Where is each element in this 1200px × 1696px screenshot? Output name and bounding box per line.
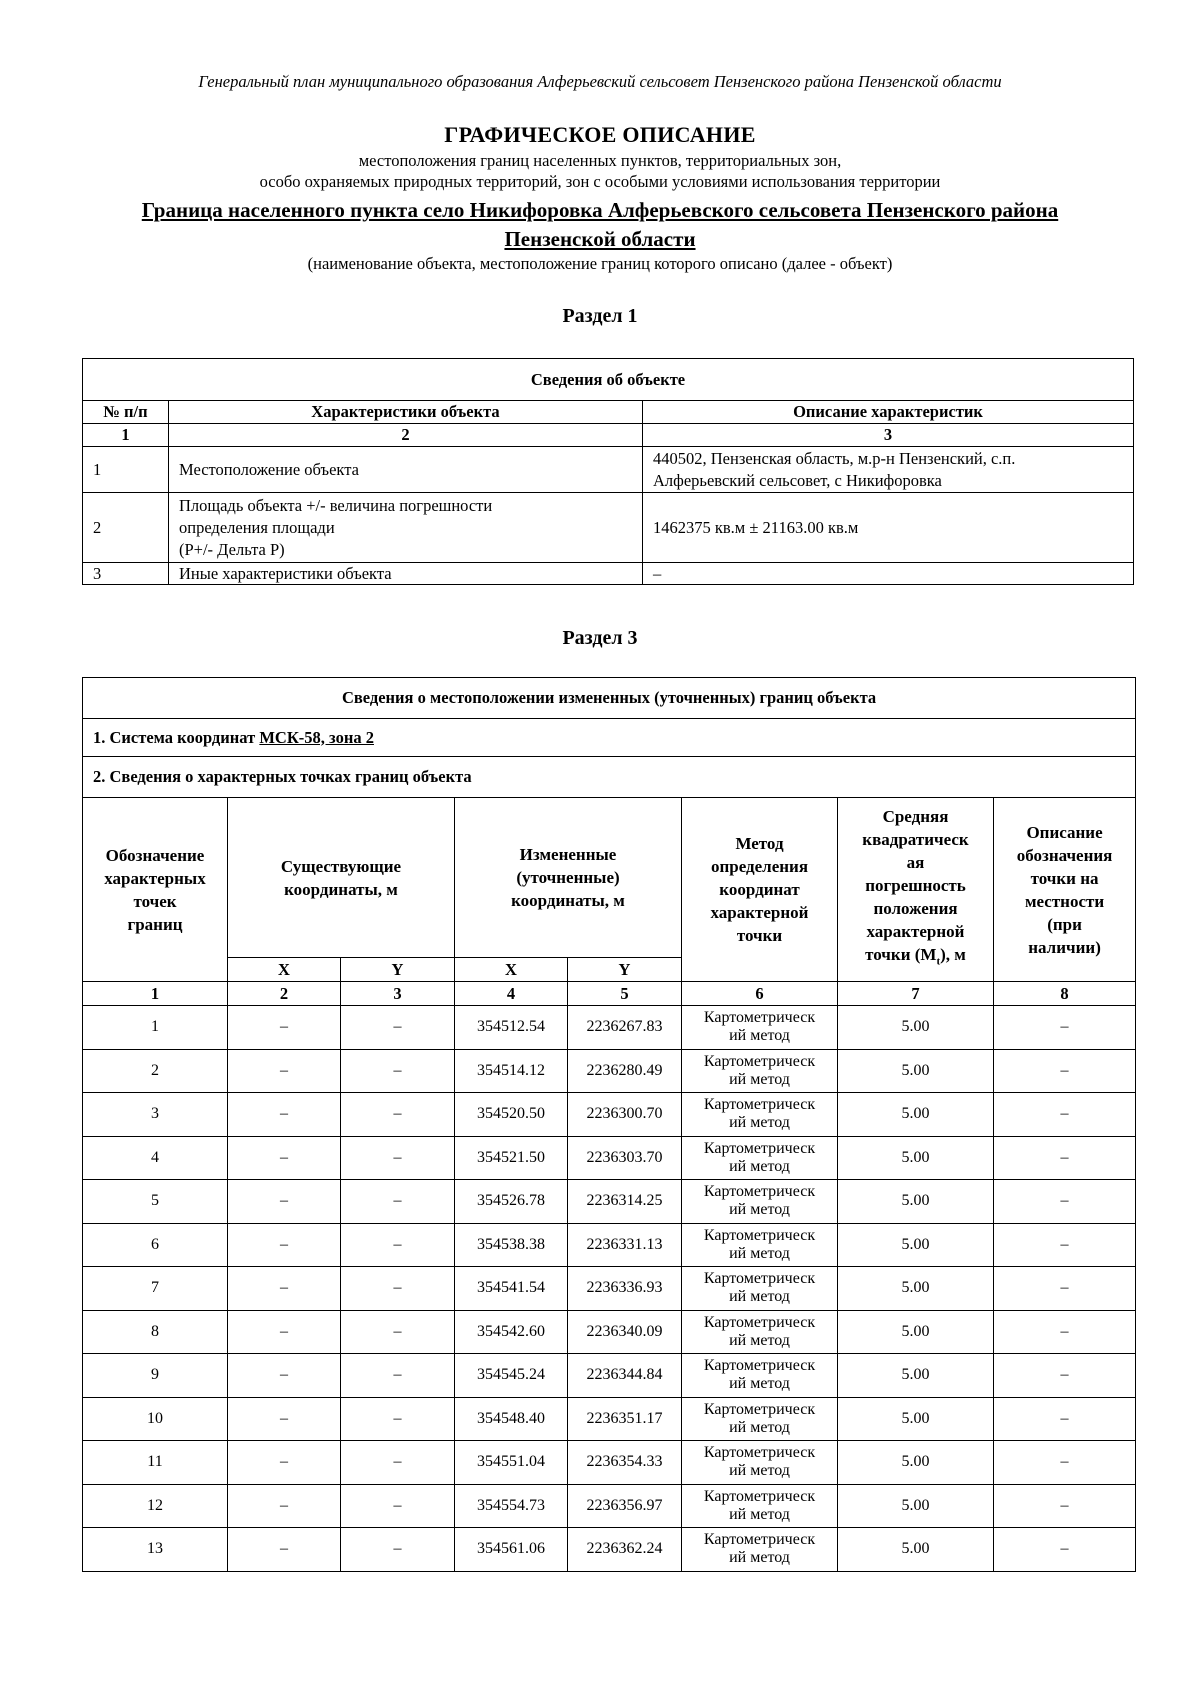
changed-x-cell: 354521.50 — [455, 1136, 568, 1180]
method-line: ий метод — [729, 1549, 790, 1567]
object-name-hint: (наименование объекта, местоположение границ которого описано (далее - объект) — [307, 254, 893, 273]
existing-y-cell: – — [341, 1093, 455, 1137]
changed-y-cell: 2236331.13 — [568, 1223, 682, 1267]
mean-error-cell: 5.00 — [838, 1093, 994, 1137]
col-header-existing-coords — [228, 798, 455, 958]
table-row — [83, 563, 1134, 585]
running-header: Генеральный план муниципального образования Алферьевский сельсовет Пензенского района Пензенской области — [198, 72, 1002, 91]
header-line: характерной — [710, 903, 809, 922]
existing-x-cell: – — [228, 1267, 341, 1311]
existing-x-cell: – — [228, 1136, 341, 1180]
col-header-error — [838, 798, 994, 982]
point-id-cell: 8 — [83, 1310, 228, 1354]
table-row — [83, 1397, 1136, 1441]
existing-x-cell: – — [228, 1093, 341, 1137]
method-line: Картометрическ — [703, 1531, 816, 1549]
col-header-existing-y: Y — [341, 958, 455, 982]
col-header-changed-coords — [455, 798, 682, 958]
changed-y-cell: 2236300.70 — [568, 1093, 682, 1137]
existing-x-cell: – — [228, 1049, 341, 1093]
mean-error-cell: 5.00 — [838, 1484, 994, 1528]
object-name: Граница населенного пункта село Никифоровка Алферьевского сельсовета Пензенского района Пензенской области — [141, 198, 1059, 251]
method-line: Картометрическ — [703, 1357, 816, 1375]
row-description — [643, 447, 1134, 493]
point-description-cell: – — [994, 1180, 1136, 1224]
header-line: Обозначение — [105, 845, 205, 865]
row-characteristic-line: (P+/- Дельта P) — [179, 539, 285, 559]
point-id-cell: 2 — [83, 1049, 228, 1093]
point-id-cell: 10 — [83, 1397, 228, 1441]
row-description-line: 440502, Пензенская область, м.р-н Пензенский, с.п. — [653, 448, 1016, 468]
header-subscript: t — [936, 955, 941, 968]
changed-x-cell: 354554.73 — [455, 1484, 568, 1528]
table-row — [83, 1006, 1136, 1050]
header-line: Измененные — [519, 845, 617, 864]
table-row — [83, 1136, 1136, 1180]
changed-x-cell: 354514.12 — [455, 1049, 568, 1093]
row-description-line: Алферьевский сельсовет, с Никифоровка — [653, 470, 942, 490]
row-description: 1462375 кв.м ± 21163.00 кв.м — [643, 493, 1134, 563]
changed-x-cell: 354548.40 — [455, 1397, 568, 1441]
point-description-cell: – — [994, 1049, 1136, 1093]
method-cell — [682, 1484, 838, 1528]
method-cell — [682, 1223, 838, 1267]
table-row — [83, 1310, 1136, 1354]
col-header-existing-x: X — [228, 958, 341, 982]
boundary-table-title: Сведения о местоположении измененных (уточненных) границ объекта — [83, 678, 1136, 719]
existing-y-cell: – — [341, 1006, 455, 1050]
existing-x-cell: – — [228, 1180, 341, 1224]
point-description-cell: – — [994, 1310, 1136, 1354]
table-row — [83, 1528, 1136, 1572]
changed-y-cell: 2236362.24 — [568, 1528, 682, 1572]
col-index: 2 — [169, 424, 643, 447]
mean-error-cell: 5.00 — [838, 1441, 994, 1485]
method-line: ий метод — [729, 1157, 790, 1175]
mean-error-cell: 5.00 — [838, 1397, 994, 1441]
method-line: ий метод — [729, 1244, 790, 1262]
method-cell — [682, 1180, 838, 1224]
col-index: 7 — [838, 982, 994, 1006]
header-line: характерных — [104, 868, 206, 888]
changed-x-cell: 354545.24 — [455, 1354, 568, 1398]
header-line: координат — [719, 880, 800, 899]
table-row — [83, 493, 1134, 563]
header-line — [838, 943, 993, 973]
row-characteristic-line: Площадь объекта +/- величина погрешности — [179, 495, 493, 515]
header-line: погрешность — [865, 876, 966, 896]
point-description-cell: – — [994, 1093, 1136, 1137]
col-index: 5 — [568, 982, 682, 1006]
method-line: Картометрическ — [703, 1270, 816, 1288]
subtitle-line-2: особо охраняемых природных территорий, зон с особыми условиями использования территории — [259, 172, 941, 191]
method-line: Картометрическ — [703, 1487, 816, 1505]
changed-y-cell: 2236303.70 — [568, 1136, 682, 1180]
point-id-cell: 5 — [83, 1180, 228, 1224]
changed-x-cell: 354541.54 — [455, 1267, 568, 1311]
method-line: Картометрическ — [703, 1139, 816, 1157]
table-row — [83, 447, 1134, 493]
existing-x-cell: – — [228, 1441, 341, 1485]
point-id-cell: 12 — [83, 1484, 228, 1528]
method-line: ий метод — [729, 1418, 790, 1436]
col-index: 3 — [643, 424, 1134, 447]
coordinate-system-value: МСК-58, зона 2 — [259, 727, 374, 747]
table-row — [83, 1441, 1136, 1485]
point-id-cell: 3 — [83, 1093, 228, 1137]
point-description-cell: – — [994, 1397, 1136, 1441]
point-description-cell: – — [994, 1354, 1136, 1398]
col-header-changed-x: X — [455, 958, 568, 982]
method-line: Картометрическ — [703, 1313, 816, 1331]
method-line: ий метод — [729, 1505, 790, 1523]
method-line: ий метод — [729, 1375, 790, 1393]
existing-y-cell: – — [341, 1354, 455, 1398]
section-3-title: Раздел 3 — [562, 627, 638, 649]
object-info-table-title: Сведения об объекте — [83, 359, 1134, 401]
point-description-cell: – — [994, 1267, 1136, 1311]
point-description-cell: – — [994, 1528, 1136, 1572]
changed-x-cell: 354561.06 — [455, 1528, 568, 1572]
row-characteristic: Местоположение объекта — [169, 447, 643, 493]
changed-y-cell: 2236314.25 — [568, 1180, 682, 1224]
mean-error-cell: 5.00 — [838, 1180, 994, 1224]
table-row — [83, 1223, 1136, 1267]
header-line: (при — [1047, 914, 1082, 934]
col-header-description: Описание характеристик — [643, 401, 1134, 424]
method-line: ий метод — [729, 1027, 790, 1045]
changed-y-cell: 2236336.93 — [568, 1267, 682, 1311]
changed-x-cell: 354526.78 — [455, 1180, 568, 1224]
col-header-num: № п/п — [83, 401, 169, 424]
subtitle-line-1: местоположения границ населенных пунктов, территориальных зон, — [358, 151, 842, 170]
point-description-cell: – — [994, 1223, 1136, 1267]
method-line: ий метод — [729, 1462, 790, 1480]
row-characteristic-line: определения площади — [179, 517, 335, 537]
col-index: 6 — [682, 982, 838, 1006]
method-line: ий метод — [729, 1114, 790, 1132]
header-line: Средняя — [882, 807, 949, 827]
col-header-method — [682, 798, 838, 982]
point-description-cell: – — [994, 1441, 1136, 1485]
method-line: Картометрическ — [703, 1400, 816, 1418]
changed-x-cell: 354520.50 — [455, 1093, 568, 1137]
row-num: 2 — [83, 493, 169, 563]
method-line: ий метод — [729, 1288, 790, 1306]
existing-y-cell: – — [341, 1049, 455, 1093]
method-line: Картометрическ — [703, 1444, 816, 1462]
col-index: 2 — [228, 982, 341, 1006]
mean-error-cell: 5.00 — [838, 1267, 994, 1311]
header-line: координаты, м — [284, 879, 398, 899]
method-cell — [682, 1267, 838, 1311]
col-header-description — [994, 798, 1136, 982]
method-line: ий метод — [729, 1070, 790, 1088]
existing-x-cell: – — [228, 1484, 341, 1528]
existing-y-cell: – — [341, 1441, 455, 1485]
header-line: Метод — [735, 834, 784, 853]
col-index: 8 — [994, 982, 1136, 1006]
changed-y-cell: 2236340.09 — [568, 1310, 682, 1354]
existing-x-cell: – — [228, 1223, 341, 1267]
header-line: точки на — [1030, 868, 1099, 888]
mean-error-cell: 5.00 — [838, 1006, 994, 1050]
object-info-table — [82, 358, 1134, 585]
col-index: 3 — [341, 982, 455, 1006]
existing-y-cell: – — [341, 1528, 455, 1572]
coordinate-system-label: 1. Система координат — [93, 727, 260, 747]
changed-y-cell: 2236356.97 — [568, 1484, 682, 1528]
header-line: Существующие — [280, 856, 402, 876]
col-index: 1 — [83, 424, 169, 447]
table-row — [83, 1354, 1136, 1398]
header-line: точки — [736, 926, 783, 945]
header-line: местности — [1024, 891, 1105, 911]
point-id-cell: 9 — [83, 1354, 228, 1398]
method-cell — [682, 1093, 838, 1137]
existing-y-cell: – — [341, 1310, 455, 1354]
header-line: точек — [133, 891, 177, 911]
row-num: 1 — [83, 447, 169, 493]
header-line: обозначения — [1016, 845, 1113, 865]
method-cell — [682, 1528, 838, 1572]
point-id-cell: 6 — [83, 1223, 228, 1267]
header-line: положения — [873, 899, 958, 919]
method-line: Картометрическ — [703, 1183, 816, 1201]
method-cell — [682, 1006, 838, 1050]
table-row — [83, 1049, 1136, 1093]
method-cell — [682, 1397, 838, 1441]
header-line: координаты, м — [511, 891, 625, 910]
col-index: 4 — [455, 982, 568, 1006]
header-text: ), м — [940, 945, 966, 965]
existing-x-cell: – — [228, 1354, 341, 1398]
mean-error-cell: 5.00 — [838, 1049, 994, 1093]
method-line: Картометрическ — [703, 1096, 816, 1114]
changed-x-cell: 354551.04 — [455, 1441, 568, 1485]
points-table-body — [83, 1006, 1136, 1572]
changed-x-cell: 354542.60 — [455, 1310, 568, 1354]
header-line: квадратическ — [862, 830, 969, 850]
existing-y-cell: – — [341, 1267, 455, 1311]
method-line: Картометрическ — [703, 1009, 816, 1027]
existing-x-cell: – — [228, 1528, 341, 1572]
existing-x-cell: – — [228, 1397, 341, 1441]
mean-error-cell: 5.00 — [838, 1136, 994, 1180]
mean-error-cell: 5.00 — [838, 1528, 994, 1572]
method-line: ий метод — [729, 1331, 790, 1349]
point-id-cell: 4 — [83, 1136, 228, 1180]
mean-error-cell: 5.00 — [838, 1223, 994, 1267]
existing-y-cell: – — [341, 1484, 455, 1528]
table-row — [83, 1093, 1136, 1137]
changed-y-cell: 2236280.49 — [568, 1049, 682, 1093]
existing-y-cell: – — [341, 1397, 455, 1441]
points-info-label: 2. Сведения о характерных точках границ объекта — [83, 757, 1136, 798]
changed-y-cell: 2236267.83 — [568, 1006, 682, 1050]
existing-x-cell: – — [228, 1006, 341, 1050]
mean-error-cell: 5.00 — [838, 1310, 994, 1354]
mean-error-cell: 5.00 — [838, 1354, 994, 1398]
point-description-cell: – — [994, 1484, 1136, 1528]
point-id-cell: 11 — [83, 1441, 228, 1485]
section-1-title: Раздел 1 — [562, 305, 638, 327]
document-title: ГРАФИЧЕСКОЕ ОПИСАНИЕ — [444, 122, 756, 147]
method-cell — [682, 1310, 838, 1354]
method-cell — [682, 1354, 838, 1398]
existing-y-cell: – — [341, 1180, 455, 1224]
row-description: – — [643, 563, 1134, 585]
table-row — [83, 1267, 1136, 1311]
changed-x-cell: 354538.38 — [455, 1223, 568, 1267]
method-cell — [682, 1049, 838, 1093]
method-line: Картометрическ — [703, 1052, 816, 1070]
col-index: 1 — [83, 982, 228, 1006]
method-cell — [682, 1136, 838, 1180]
point-id-cell: 1 — [83, 1006, 228, 1050]
header-line: (уточненные) — [516, 868, 620, 887]
table-row — [83, 1180, 1136, 1224]
header-line: Описание — [1026, 822, 1103, 842]
point-id-cell: 7 — [83, 1267, 228, 1311]
header-line: границ — [127, 914, 183, 934]
point-description-cell: – — [994, 1136, 1136, 1180]
existing-x-cell: – — [228, 1310, 341, 1354]
method-line: ий метод — [729, 1201, 790, 1219]
header-text: точки (M — [865, 945, 937, 965]
table-row — [83, 1484, 1136, 1528]
method-line: Картометрическ — [703, 1226, 816, 1244]
header-line: характерной — [866, 922, 965, 942]
existing-y-cell: – — [341, 1223, 455, 1267]
boundary-points-table — [82, 677, 1136, 1572]
existing-y-cell: – — [341, 1136, 455, 1180]
changed-x-cell: 354512.54 — [455, 1006, 568, 1050]
point-id-cell: 13 — [83, 1528, 228, 1572]
row-num: 3 — [83, 563, 169, 585]
changed-y-cell: 2236354.33 — [568, 1441, 682, 1485]
row-characteristic — [169, 493, 643, 563]
method-cell — [682, 1441, 838, 1485]
changed-y-cell: 2236344.84 — [568, 1354, 682, 1398]
header-line: наличии) — [1028, 937, 1101, 957]
row-characteristic: Иные характеристики объекта — [169, 563, 643, 585]
changed-y-cell: 2236351.17 — [568, 1397, 682, 1441]
col-header-characteristic: Характеристики объекта — [169, 401, 643, 424]
point-description-cell: – — [994, 1006, 1136, 1050]
col-header-point — [83, 798, 228, 982]
col-header-changed-y: Y — [568, 958, 682, 982]
header-line: определения — [710, 857, 809, 876]
header-line: ая — [906, 853, 925, 873]
coordinate-system-row — [83, 719, 1136, 757]
